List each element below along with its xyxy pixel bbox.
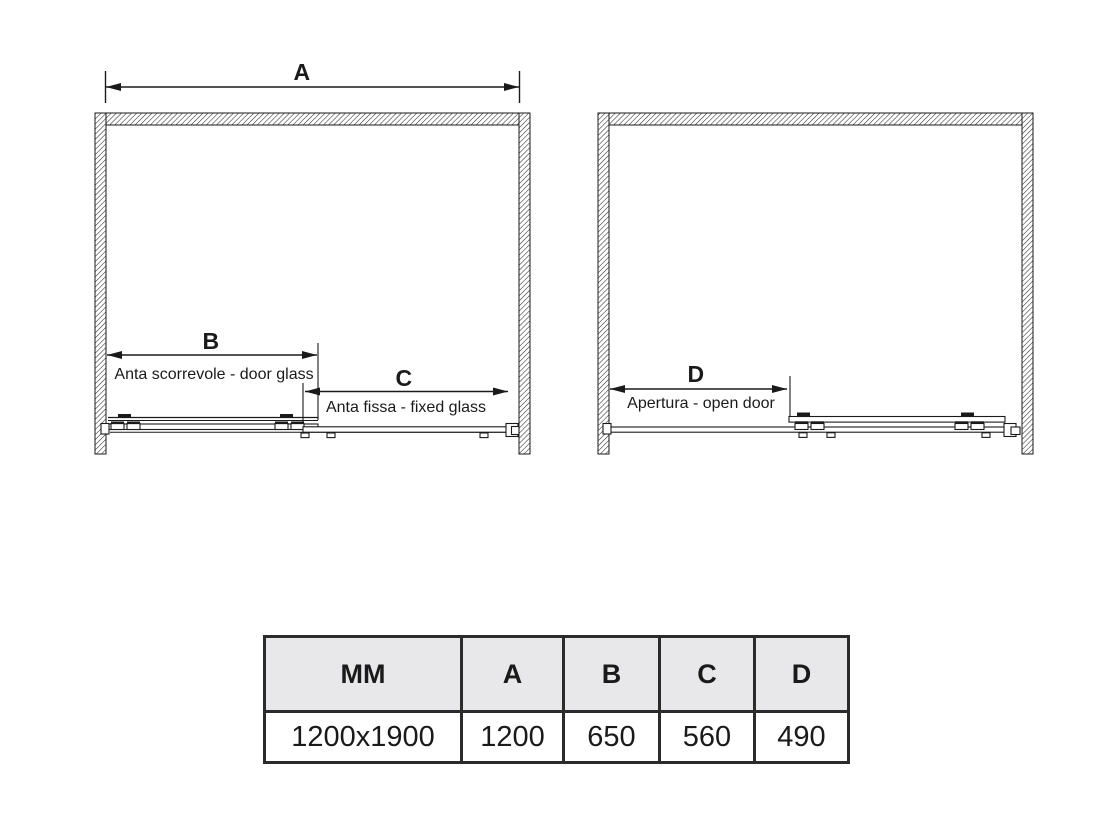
fixed-glass-panel — [303, 427, 508, 432]
open-view-door-assembly — [603, 413, 1020, 438]
cell-size: 1200x1900 — [265, 712, 462, 763]
closed-view-door-assembly — [101, 414, 519, 438]
roller-icon — [961, 413, 974, 417]
track-rail — [609, 427, 1011, 432]
clip-icon — [301, 433, 309, 438]
cell-c: 560 — [660, 712, 755, 763]
dimension-c-arrow — [303, 365, 508, 426]
wall-bracket — [101, 424, 109, 435]
dim-a-label: A — [293, 59, 311, 85]
wall-bracket — [603, 424, 611, 435]
clip-icon — [982, 433, 990, 438]
roller-icon — [280, 414, 293, 418]
table-header-row — [265, 637, 849, 712]
roller-icon — [797, 413, 810, 417]
dim-c-label: C — [395, 365, 413, 391]
wall-bracket — [1011, 427, 1020, 435]
door-glass-label: Anta scorrevole - door glass — [114, 366, 314, 383]
dimension-b-arrow — [107, 328, 318, 420]
fixed-glass-label: Anta fissa - fixed glass — [325, 399, 487, 416]
header-cell-b: B — [564, 637, 660, 712]
cell-d: 490 — [755, 712, 849, 763]
clip-icon — [480, 433, 488, 438]
cell-b: 650 — [564, 712, 660, 763]
header-cell-c: C — [660, 637, 755, 712]
header-cell-d: D — [755, 637, 849, 712]
header-cell-mm: MM — [265, 637, 462, 712]
clip-icon — [799, 433, 807, 438]
dim-d-label: D — [687, 361, 705, 387]
dim-b-label: B — [202, 328, 220, 354]
door-glass-panel-open — [789, 417, 1005, 423]
header-cell-a: A — [462, 637, 564, 712]
roller-icon — [118, 414, 131, 418]
dimension-d-arrow — [610, 361, 790, 421]
dimensions-table — [263, 635, 850, 764]
clip-icon — [327, 433, 335, 438]
wall-bracket — [512, 427, 520, 435]
closed-view — [95, 59, 530, 454]
open-view — [598, 113, 1033, 454]
dimension-a-arrow — [106, 59, 520, 103]
open-door-label: Apertura - open door — [627, 395, 775, 412]
clip-icon — [827, 433, 835, 438]
table-data-row — [265, 712, 849, 763]
cell-a: 1200 — [462, 712, 564, 763]
